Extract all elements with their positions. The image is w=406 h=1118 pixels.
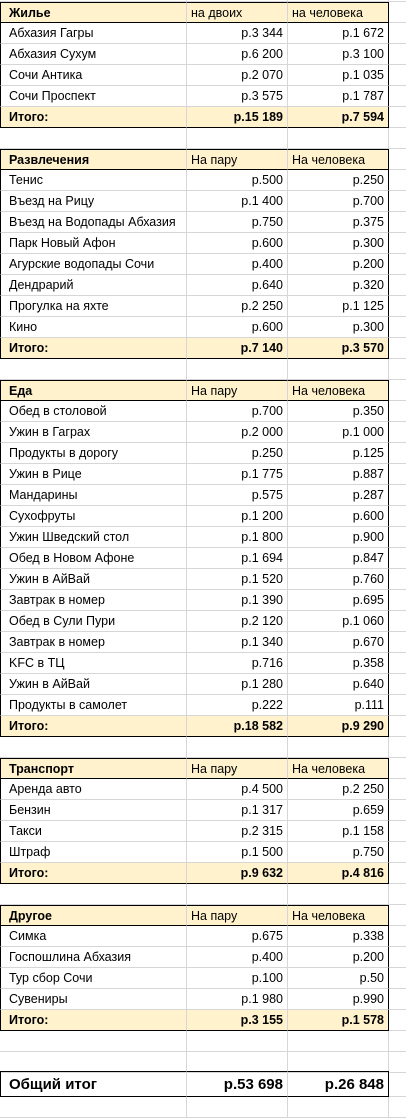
item-pair-cost[interactable]: р.500	[187, 170, 288, 191]
empty-row	[0, 1031, 406, 1052]
empty-cell[interactable]	[0, 737, 187, 758]
item-name[interactable]: Тенис	[0, 170, 187, 191]
section-header	[0, 2, 406, 23]
item-person-cost[interactable]: р.3 100	[288, 44, 389, 65]
empty-cell[interactable]	[389, 905, 406, 926]
table-row	[0, 65, 406, 86]
empty-cell[interactable]	[389, 653, 406, 674]
empty-cell[interactable]	[288, 359, 389, 380]
empty-cell[interactable]	[389, 107, 406, 128]
empty-cell[interactable]	[389, 968, 406, 989]
empty-cell[interactable]	[389, 1052, 406, 1073]
table-row	[0, 968, 406, 989]
item-name[interactable]: Агурские водопады Сочи	[0, 254, 187, 275]
item-person-cost[interactable]: р.1 060	[288, 611, 389, 632]
table-row	[0, 569, 406, 590]
empty-cell[interactable]	[288, 737, 389, 758]
item-person-cost[interactable]: р.300	[288, 317, 389, 338]
item-name[interactable]: Мандарины	[0, 485, 187, 506]
item-person-cost[interactable]: р.375	[288, 212, 389, 233]
table-row	[0, 779, 406, 800]
empty-cell[interactable]	[389, 275, 406, 296]
empty-cell[interactable]	[389, 65, 406, 86]
item-pair-cost[interactable]: р.600	[187, 317, 288, 338]
table-row	[0, 989, 406, 1010]
empty-cell[interactable]	[187, 884, 288, 905]
table-row	[0, 842, 406, 863]
item-person-cost[interactable]: р.320	[288, 275, 389, 296]
item-person-cost[interactable]: р.900	[288, 527, 389, 548]
empty-cell[interactable]	[288, 884, 389, 905]
item-person-cost[interactable]: р.125	[288, 443, 389, 464]
item-person-cost[interactable]: р.750	[288, 842, 389, 863]
section-title[interactable]: Развлечения	[0, 149, 187, 170]
empty-cell[interactable]	[288, 1052, 389, 1073]
item-name[interactable]: Такси	[0, 821, 187, 842]
item-pair-cost[interactable]: р.675	[187, 926, 288, 947]
empty-cell[interactable]	[389, 695, 406, 716]
item-pair-cost[interactable]: р.1 500	[187, 842, 288, 863]
item-pair-cost[interactable]: р.3 575	[187, 86, 288, 107]
item-name[interactable]: Завтрак в номер	[0, 590, 187, 611]
empty-cell[interactable]	[389, 674, 406, 695]
total-label[interactable]: Итого:	[0, 863, 187, 884]
table-row	[0, 44, 406, 65]
empty-row	[0, 884, 406, 905]
item-person-cost[interactable]: р.670	[288, 632, 389, 653]
column-header-person[interactable]: На человека	[288, 149, 389, 170]
item-person-cost[interactable]: р.1 000	[288, 422, 389, 443]
item-pair-cost[interactable]: р.1 980	[187, 989, 288, 1010]
item-pair-cost[interactable]: р.250	[187, 443, 288, 464]
item-pair-cost[interactable]: р.1 775	[187, 464, 288, 485]
table-row	[0, 800, 406, 821]
table-row	[0, 464, 406, 485]
empty-cell[interactable]	[389, 926, 406, 947]
column-header-pair[interactable]: на двоих	[187, 2, 288, 23]
table-row	[0, 401, 406, 422]
empty-cell[interactable]	[187, 1097, 288, 1118]
empty-cell[interactable]	[0, 359, 187, 380]
grand-total-label[interactable]: Общий итог	[0, 1071, 187, 1097]
empty-cell[interactable]	[389, 422, 406, 443]
empty-cell[interactable]	[389, 296, 406, 317]
item-name[interactable]: Обед в Новом Афоне	[0, 548, 187, 569]
empty-row	[0, 128, 406, 149]
section-total-row	[0, 107, 406, 128]
item-person-cost[interactable]: р.350	[288, 401, 389, 422]
item-pair-cost[interactable]: р.2 000	[187, 422, 288, 443]
item-pair-cost[interactable]: р.4 500	[187, 779, 288, 800]
item-person-cost[interactable]: р.887	[288, 464, 389, 485]
column-header-person[interactable]: На человека	[288, 380, 389, 401]
empty-cell[interactable]	[389, 128, 406, 149]
item-person-cost[interactable]: р.695	[288, 590, 389, 611]
section-total-row	[0, 716, 406, 737]
table-row	[0, 233, 406, 254]
grand-total-person[interactable]: р.26 848	[288, 1071, 389, 1097]
grand-total-pair[interactable]: р.53 698	[187, 1071, 288, 1097]
table-row	[0, 506, 406, 527]
table-row	[0, 275, 406, 296]
table-row	[0, 170, 406, 191]
section-header	[0, 380, 406, 401]
item-name[interactable]: Бензин	[0, 800, 187, 821]
total-pair[interactable]: р.18 582	[187, 716, 288, 737]
empty-cell[interactable]	[389, 149, 406, 170]
item-name[interactable]: Тур сбор Сочи	[0, 968, 187, 989]
empty-cell[interactable]	[389, 548, 406, 569]
item-name[interactable]: Ужин в Рице	[0, 464, 187, 485]
item-pair-cost[interactable]: р.100	[187, 968, 288, 989]
empty-cell[interactable]	[389, 527, 406, 548]
empty-cell[interactable]	[389, 1010, 406, 1031]
item-pair-cost[interactable]: р.1 200	[187, 506, 288, 527]
empty-cell[interactable]	[389, 590, 406, 611]
item-pair-cost[interactable]: р.1 340	[187, 632, 288, 653]
table-row	[0, 443, 406, 464]
item-person-cost[interactable]: р.111	[288, 695, 389, 716]
empty-cell[interactable]	[389, 212, 406, 233]
item-pair-cost[interactable]: р.2 315	[187, 821, 288, 842]
empty-cell[interactable]	[389, 569, 406, 590]
total-label[interactable]: Итого:	[0, 1010, 187, 1031]
item-person-cost[interactable]: р.1 035	[288, 65, 389, 86]
item-pair-cost[interactable]: р.2 250	[187, 296, 288, 317]
item-pair-cost[interactable]: р.1 390	[187, 590, 288, 611]
empty-cell[interactable]	[389, 191, 406, 212]
item-name[interactable]: Завтрак в номер	[0, 632, 187, 653]
empty-cell[interactable]	[389, 779, 406, 800]
item-name[interactable]: Въезд на Рицу	[0, 191, 187, 212]
empty-cell[interactable]	[389, 863, 406, 884]
empty-cell[interactable]	[389, 611, 406, 632]
item-name[interactable]: Аренда авто	[0, 779, 187, 800]
item-name[interactable]: KFC в ТЦ	[0, 653, 187, 674]
item-person-cost[interactable]: р.50	[288, 968, 389, 989]
empty-cell[interactable]	[389, 170, 406, 191]
total-person[interactable]: р.3 570	[288, 338, 389, 359]
item-pair-cost[interactable]: р.1 280	[187, 674, 288, 695]
table-row	[0, 695, 406, 716]
item-pair-cost[interactable]: р.1 400	[187, 191, 288, 212]
table-row	[0, 86, 406, 107]
empty-cell[interactable]	[389, 1031, 406, 1052]
empty-cell[interactable]	[389, 443, 406, 464]
table-row	[0, 485, 406, 506]
total-person[interactable]: р.7 594	[288, 107, 389, 128]
item-name[interactable]: Абхазия Гагры	[0, 23, 187, 44]
total-label[interactable]: Итого:	[0, 107, 187, 128]
empty-cell[interactable]	[187, 1031, 288, 1052]
empty-cell[interactable]	[389, 44, 406, 65]
item-pair-cost[interactable]: р.575	[187, 485, 288, 506]
empty-cell[interactable]	[389, 1097, 406, 1118]
item-person-cost[interactable]: р.338	[288, 926, 389, 947]
table-row	[0, 527, 406, 548]
table-row	[0, 317, 406, 338]
empty-cell[interactable]	[0, 1031, 187, 1052]
column-header-person[interactable]: На человека	[288, 758, 389, 779]
empty-cell[interactable]	[0, 884, 187, 905]
empty-cell[interactable]	[389, 380, 406, 401]
section-header	[0, 758, 406, 779]
empty-cell[interactable]	[389, 2, 406, 23]
item-pair-cost[interactable]: р.600	[187, 233, 288, 254]
item-person-cost[interactable]: р.600	[288, 506, 389, 527]
empty-cell[interactable]	[389, 485, 406, 506]
total-pair[interactable]: р.9 632	[187, 863, 288, 884]
item-pair-cost[interactable]: р.1 520	[187, 569, 288, 590]
item-name[interactable]: Кино	[0, 317, 187, 338]
item-name[interactable]: Ужин в АйВай	[0, 674, 187, 695]
item-pair-cost[interactable]: р.400	[187, 254, 288, 275]
table-row	[0, 422, 406, 443]
table-row	[0, 653, 406, 674]
empty-cell[interactable]	[389, 506, 406, 527]
empty-cell[interactable]	[389, 821, 406, 842]
item-pair-cost[interactable]: р.700	[187, 401, 288, 422]
total-person[interactable]: р.1 578	[288, 1010, 389, 1031]
empty-cell[interactable]	[389, 254, 406, 275]
item-pair-cost[interactable]: р.1 694	[187, 548, 288, 569]
table-row	[0, 548, 406, 569]
empty-cell[interactable]	[389, 737, 406, 758]
total-label[interactable]: Итого:	[0, 338, 187, 359]
total-person[interactable]: р.9 290	[288, 716, 389, 737]
item-person-cost[interactable]: р.990	[288, 989, 389, 1010]
empty-cell[interactable]	[389, 716, 406, 737]
column-header-pair[interactable]: На пару	[187, 905, 288, 926]
empty-cell[interactable]	[389, 947, 406, 968]
column-header-person[interactable]: На человека	[288, 905, 389, 926]
grand-total-row	[0, 1071, 406, 1097]
item-name[interactable]: Симка	[0, 926, 187, 947]
item-person-cost[interactable]: р.358	[288, 653, 389, 674]
empty-cell[interactable]	[389, 1071, 406, 1097]
item-pair-cost[interactable]: р.640	[187, 275, 288, 296]
section-title[interactable]: Жилье	[0, 2, 187, 23]
item-name[interactable]: Сочи Антика	[0, 65, 187, 86]
table-row	[0, 23, 406, 44]
empty-cell[interactable]	[389, 884, 406, 905]
empty-cell[interactable]	[389, 464, 406, 485]
empty-cell[interactable]	[389, 842, 406, 863]
item-pair-cost[interactable]: р.400	[187, 947, 288, 968]
column-header-person[interactable]: на человека	[288, 2, 389, 23]
empty-cell[interactable]	[389, 401, 406, 422]
empty-cell[interactable]	[0, 1052, 187, 1073]
table-row	[0, 674, 406, 695]
item-person-cost[interactable]: р.700	[288, 191, 389, 212]
item-name[interactable]: Ужин Шведский стол	[0, 527, 187, 548]
empty-cell[interactable]	[288, 1031, 389, 1052]
item-name[interactable]: Сочи Проспект	[0, 86, 187, 107]
empty-cell[interactable]	[187, 128, 288, 149]
empty-cell[interactable]	[288, 128, 389, 149]
item-person-cost[interactable]: р.1 125	[288, 296, 389, 317]
item-pair-cost[interactable]: р.1 317	[187, 800, 288, 821]
section-title[interactable]: Транспорт	[0, 758, 187, 779]
column-header-pair[interactable]: На пару	[187, 149, 288, 170]
item-pair-cost[interactable]: р.750	[187, 212, 288, 233]
item-name[interactable]: Обед в столовой	[0, 401, 187, 422]
section-header	[0, 149, 406, 170]
item-person-cost[interactable]: р.200	[288, 254, 389, 275]
total-pair[interactable]: р.7 140	[187, 338, 288, 359]
item-name[interactable]: Обед в Сули Пури	[0, 611, 187, 632]
empty-cell[interactable]	[0, 128, 187, 149]
empty-cell[interactable]	[389, 800, 406, 821]
item-name[interactable]: Штраф	[0, 842, 187, 863]
item-person-cost[interactable]: р.659	[288, 800, 389, 821]
empty-row	[0, 1052, 406, 1073]
empty-cell[interactable]	[389, 86, 406, 107]
item-person-cost[interactable]: р.287	[288, 485, 389, 506]
item-person-cost[interactable]: р.2 250	[288, 779, 389, 800]
item-pair-cost[interactable]: р.6 200	[187, 44, 288, 65]
empty-cell[interactable]	[389, 359, 406, 380]
empty-cell[interactable]	[389, 632, 406, 653]
table-row	[0, 632, 406, 653]
section-total-row	[0, 338, 406, 359]
section-total-row	[0, 1010, 406, 1031]
column-header-pair[interactable]: На пару	[187, 758, 288, 779]
table-row	[0, 296, 406, 317]
item-name[interactable]: Продукты в дорогу	[0, 443, 187, 464]
item-name[interactable]: Абхазия Сухум	[0, 44, 187, 65]
section-title[interactable]: Другое	[0, 905, 187, 926]
item-name[interactable]: Сувениры	[0, 989, 187, 1010]
empty-cell[interactable]	[0, 1097, 187, 1118]
item-person-cost[interactable]: р.1 672	[288, 23, 389, 44]
empty-row	[0, 1097, 406, 1118]
empty-cell[interactable]	[389, 233, 406, 254]
item-name[interactable]: Госпошлина Абхазия	[0, 947, 187, 968]
table-row	[0, 611, 406, 632]
item-person-cost[interactable]: р.1 158	[288, 821, 389, 842]
item-name[interactable]: Ужин в АйВай	[0, 569, 187, 590]
item-pair-cost[interactable]: р.2 070	[187, 65, 288, 86]
empty-cell[interactable]	[187, 737, 288, 758]
table-row	[0, 926, 406, 947]
item-pair-cost[interactable]: р.1 800	[187, 527, 288, 548]
item-name[interactable]: Прогулка на яхте	[0, 296, 187, 317]
item-person-cost[interactable]: р.760	[288, 569, 389, 590]
section-title[interactable]: Еда	[0, 380, 187, 401]
total-pair[interactable]: р.3 155	[187, 1010, 288, 1031]
empty-cell[interactable]	[389, 338, 406, 359]
total-pair[interactable]: р.15 189	[187, 107, 288, 128]
item-name[interactable]: Въезд на Водопады Абхазия	[0, 212, 187, 233]
empty-row	[0, 737, 406, 758]
item-person-cost[interactable]: р.640	[288, 674, 389, 695]
item-name[interactable]: Продукты в самолет	[0, 695, 187, 716]
item-pair-cost[interactable]: р.222	[187, 695, 288, 716]
section-header	[0, 905, 406, 926]
empty-cell[interactable]	[389, 989, 406, 1010]
item-name[interactable]: Ужин в Гаграх	[0, 422, 187, 443]
item-pair-cost[interactable]: р.3 344	[187, 23, 288, 44]
item-person-cost[interactable]: р.300	[288, 233, 389, 254]
table-row	[0, 254, 406, 275]
empty-cell[interactable]	[389, 758, 406, 779]
table-row	[0, 212, 406, 233]
item-person-cost[interactable]: р.250	[288, 170, 389, 191]
empty-row	[0, 359, 406, 380]
empty-cell[interactable]	[389, 23, 406, 44]
column-header-pair[interactable]: На пару	[187, 380, 288, 401]
item-name[interactable]: Парк Новый Афон	[0, 233, 187, 254]
item-pair-cost[interactable]: р.716	[187, 653, 288, 674]
item-name[interactable]: Сухофруты	[0, 506, 187, 527]
item-pair-cost[interactable]: р.2 120	[187, 611, 288, 632]
total-label[interactable]: Итого:	[0, 716, 187, 737]
empty-cell[interactable]	[187, 1052, 288, 1073]
section-total-row	[0, 863, 406, 884]
table-row	[0, 191, 406, 212]
item-person-cost[interactable]: р.847	[288, 548, 389, 569]
item-person-cost[interactable]: р.200	[288, 947, 389, 968]
empty-cell[interactable]	[389, 317, 406, 338]
total-person[interactable]: р.4 816	[288, 863, 389, 884]
item-name[interactable]: Дендрарий	[0, 275, 187, 296]
table-row	[0, 821, 406, 842]
table-row	[0, 590, 406, 611]
empty-cell[interactable]	[187, 359, 288, 380]
item-person-cost[interactable]: р.1 787	[288, 86, 389, 107]
empty-cell[interactable]	[288, 1097, 389, 1118]
table-row	[0, 947, 406, 968]
